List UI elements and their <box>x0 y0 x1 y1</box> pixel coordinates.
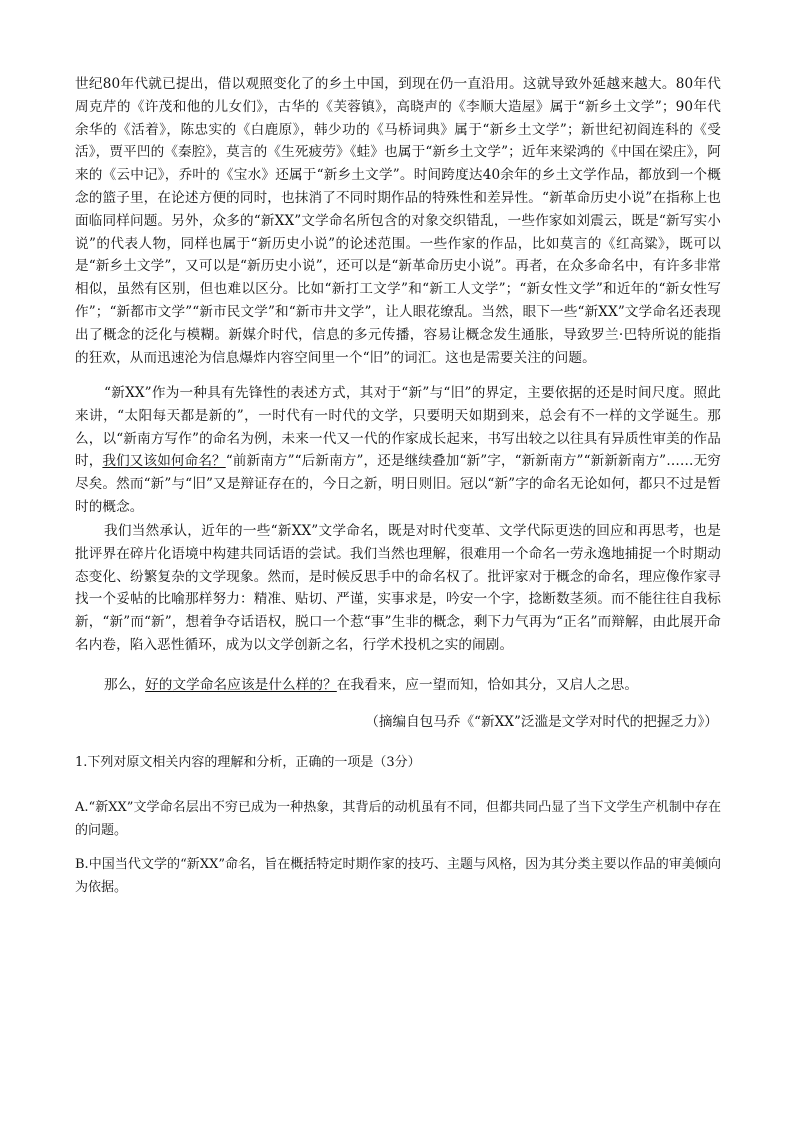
body-paragraph-2 <box>75 382 721 519</box>
underlined-question-2: 好的文学命名应该是什么样的？ <box>145 677 337 693</box>
option-b: B.中国当代文学的“新XX”命名，旨在概括特定时期作家的技巧、主题与风格，因为其分类主要以作品的审美倾向为依据。 <box>75 857 721 895</box>
paragraph-2-text-a: “新XX”作为一种具有先锋性的表述方式，其对于“新”与“旧”的界定，主要依据的还是时间尺度。照此来讲，“太阳每天都是新的”，一时代有一时代的文学，只要明天如期到来，总会有不一样的文学诞生。那么，以“新南方写作”的命名为例，未来一代又一代的作家成长起来，书写出较之以往具有异质性审美的作品时， <box>75 385 721 470</box>
body-paragraph-3: 我们当然承认，近年的一些“新XX”文学命名，既是对时代变革、文学代际更迭的回应和再思考，也是批评界在碎片化语境中构建共同话语的尝试。我们当然也理解，很难用一个命名一劳永逸地捕捉一个时期动态变化、纷繁复杂的文学现象。然而，是时候反思手中的命名权了。批评家对于概念的命名，理应像作家寻找一个妥帖的比喻那样努力：精准、贴切、严谨，实事求是，吟安一个字，捻断数茎须。而不能往往自我标新，“新”而“新”，想着争夺话语权，脱口一个惹“事”生非的概念，剩下力气再为“正名”而辩解，由此展开命名内卷，陷入恶性循环，成为以文学创新之名，行学术投机之实的闹剧。 <box>75 523 721 653</box>
paragraph-4-text-a: 那么， <box>104 677 146 693</box>
underlined-question-1: 我们又该如何命名？ <box>102 453 226 470</box>
option-a: A.“新XX”文学命名层出不穷已成为一种热象，其背后的动机虽有不同，但都共同凸显了当下文学生产机制中存在的问题。 <box>75 800 721 838</box>
paragraph-2-text-b: “前新南方”“后新南方”，还是继续叠加“新”字，“新新南方”“新新新南方”……无穷尽矣。然而“新”与“旧”又是辩证存在的，今日之新，明日则旧。冠以“新”字的命名无论如何，都只不过是暂时的概念。 <box>75 453 721 515</box>
paragraph-4-text-b: 在我看来，应一望而知，恰如其分，又启人之思。 <box>336 677 639 693</box>
body-paragraph-1: 世纪80年代就已提出，借以观照变化了的乡土中国，到现在仍一直沿用。这就导致外延越来越大。80年代周克芹的《许茂和他的儿女们》，古华的《芙蓉镇》，高晓声的《李顺大造屋》属于“新乡土文学”；90年代余华的《活着》，陈忠实的《白鹿原》，韩少功的《马桥词典》属于“新乡土文学”；新世纪初阎连科的《受活》，贾平凹的《秦腔》，莫言的《生死疲劳》《蛙》也属于“新乡土文学”；近年来梁鸿的《中国在梁庄》，阿来的《云中记》，乔叶的《宝水》还属于“新乡土文学”。时间跨度达40余年的乡土文学作品，都放到一个概念的篮子里，在论述方便的同时，也抹消了不同时期作品的特殊性和差异性。“新革命历史小说”在指称上也面临同样问题。另外，众多的“新XX”文学命名所包含的对象交织错乱，一些作家如刘震云，既是“新写实小说”的代表人物，同样也属于“新历史小说”的论述范围。一些作家的作品，比如莫言的《红高粱》，既可以是“新乡土文学”，又可以是“新历史小说”，还可以是“新革命历史小说”。再者，在众多命名中，有许多非常相似，虽然有区别，但也难以区分。比如“新打工文学”和“新工人文学”；“新女性文学”和近年的“新女性写作”；“新都市文学”“新市民文学”和“新市井文学”，让人眼花缭乱。当然，眼下一些“新XX”文学命名还表现出了概念的泛化与模糊。新媒介时代，信息的多元传播，容易让概念发生通胀，导致罗兰·巴特所说的能指的狂欢，从而迅速沦为信息爆炸内容空间里一个“旧”的词汇。这也是需要关注的问题。 <box>75 76 721 366</box>
source-citation: （摘编自包马乔《“新XX”泛滥是文学对时代的把握乏力》） <box>365 714 718 730</box>
body-paragraph-4 <box>75 674 721 697</box>
question-stem: 1.下列对原文相关内容的理解和分析，正确的一项是（3分） <box>75 755 421 770</box>
